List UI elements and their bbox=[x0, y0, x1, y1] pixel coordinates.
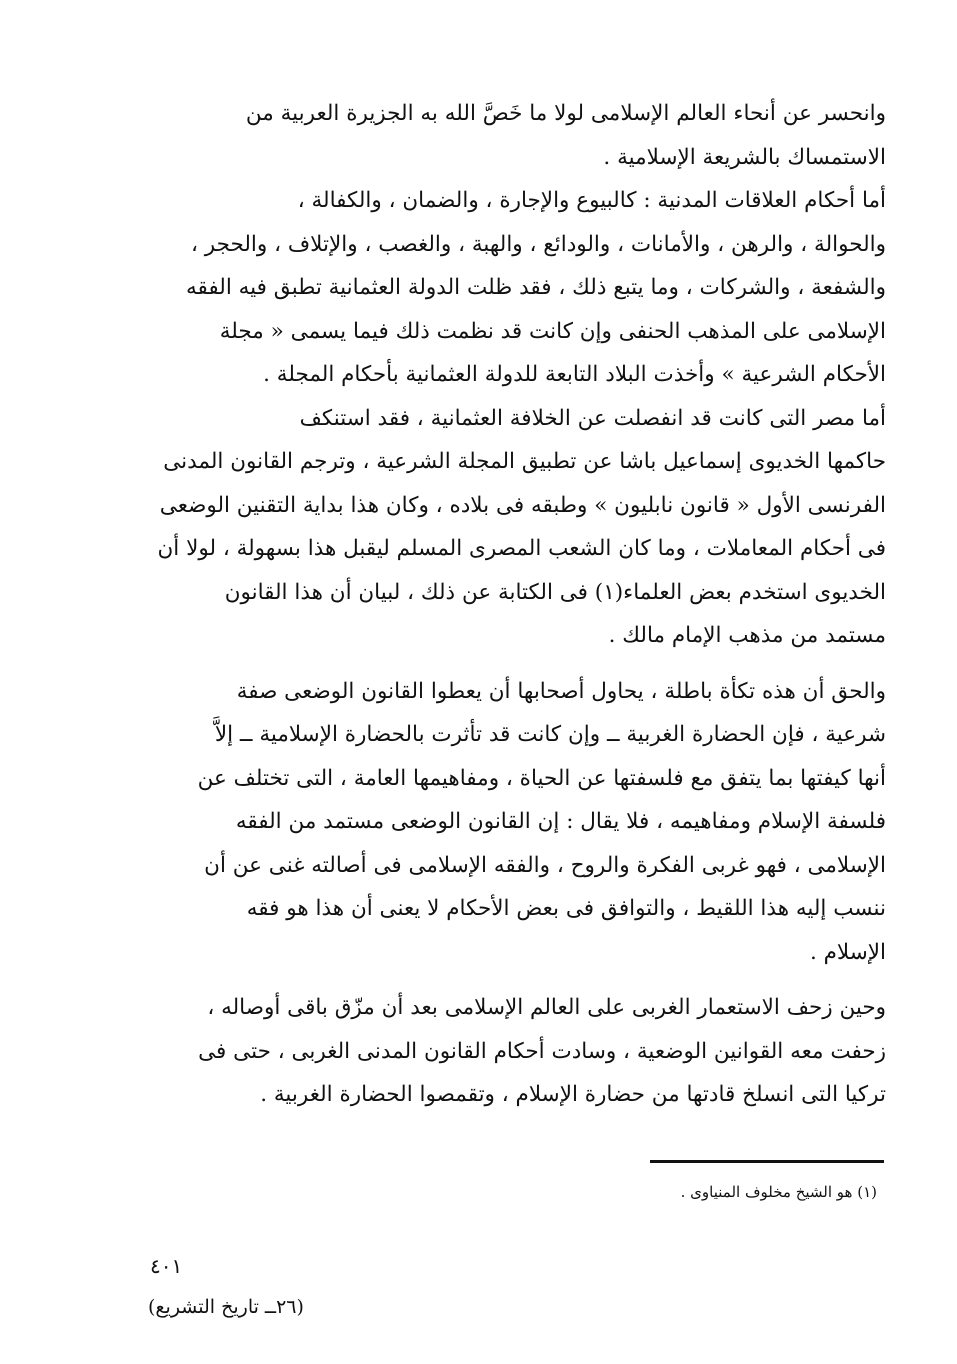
text-line: الأحكام الشرعية » وأخذت البلاد التابعة للدولة العثمانية بأحكام المجلة . bbox=[263, 362, 886, 387]
text-line: الإسلامى على المذهب الحنفى وإن كانت قد نظمت ذلك فيما يسمى « مجلة bbox=[219, 318, 886, 344]
paragraph bbox=[138, 397, 886, 658]
text-line: والشفعة ، والشركات ، وما يتبع ذلك ، فقد ظلت الدولة العثمانية تطبق فيه الفقه bbox=[186, 275, 886, 300]
text-line: الاستمساك بالشريعة الإسلامية . bbox=[603, 144, 886, 170]
text-line: ننسب إليه هذا اللقيط ، والتوافق فى بعض الأحكام لا يعنى أن هذا هو فقه bbox=[246, 896, 886, 921]
paragraph-spacer bbox=[138, 658, 886, 670]
text-line: والحق أن هذه تكأة باطلة ، يحاول أصحابها أن يعطوا القانون الوضعى صفة bbox=[236, 678, 886, 704]
paragraph bbox=[138, 670, 886, 975]
text-line: أما أحكام العلاقات المدنية : كالبيوع والإجارة ، والضمان ، والكفالة ، bbox=[297, 188, 886, 213]
paragraph bbox=[138, 92, 886, 179]
paragraph-spacer bbox=[138, 974, 886, 986]
text-line: الفرنسى الأول « قانون نابليون » وطبقه فى بلاده ، وكان هذا بداية التقنين الوضعى bbox=[159, 492, 886, 518]
text-line: فلسفة الإسلام ومفاهيمه ، فلا يقال : إن القانون الوضعى مستمد من الفقه bbox=[235, 809, 886, 834]
text-line: أما مصر التى كانت قد انفصلت عن الخلافة العثمانية ، فقد استنكف bbox=[299, 405, 886, 431]
text-line: مستمد من مذهب الإمام مالك . bbox=[608, 623, 886, 648]
footnote: (١) هو الشيخ مخلوف المنياوى . bbox=[680, 1183, 877, 1201]
text-line: الإسلامى ، فهو غربى الفكرة والروح ، والفقه الإسلامى فى أصالته غنى عن أن bbox=[204, 852, 886, 878]
text-line: الإسلام . bbox=[809, 939, 886, 965]
text-line: وحين زحف الاستعمار الغربى على العالم الإسلامى بعد أن مزّق باقى أوصاله ، bbox=[207, 995, 886, 1020]
text-line: وانحسر عن أنحاء العالم الإسلامى لولا ما خَصَّ الله به الجزيرة العربية من bbox=[245, 101, 886, 126]
signature-mark: (٢٦ــ تاريخ التشريع) bbox=[148, 1296, 304, 1318]
text-line: حاكمها الخديوى إسماعيل باشا عن تطبيق المجلة الشرعية ، وترجم القانون المدنى bbox=[163, 449, 886, 474]
text-line: زحفت معه القوانين الوضعية ، وسادت أحكام القانون المدنى الغربى ، حتى فى bbox=[198, 1038, 886, 1064]
text-line: أنها كيفتها بما يتفق مع فلسفتها عن الحياة ، ومفاهيمها العامة ، التى تختلف عن bbox=[197, 765, 886, 791]
footnote-separator bbox=[650, 1160, 884, 1163]
text-line: الخديوى استخدم بعض العلماء(١) فى الكتابة عن ذلك ، لبيان أن هذا القانون bbox=[224, 579, 886, 605]
page-number: ٤٠١ bbox=[150, 1254, 183, 1278]
text-line: فى أحكام المعاملات ، وما كان الشعب المصرى المسلم ليقبل هذا بسهولة ، لولا أن bbox=[157, 536, 886, 561]
body-text bbox=[138, 92, 886, 1117]
text-line: تركيا التى انسلخ قادتها من حضارة الإسلام ، وتقمصوا الحضارة الغربية . bbox=[260, 1082, 886, 1107]
paragraph bbox=[138, 986, 886, 1117]
text-line: والحوالة ، والرهن ، والأمانات ، والودائع ، والهبة ، والغصب ، والإتلاف ، والحجر ، bbox=[190, 231, 886, 257]
text-line: شرعية ، فإن الحضارة الغربية ــ وإن كانت قد تأثرت بالحضارة الإسلامية ــ إلاَّ bbox=[214, 722, 886, 747]
paragraph bbox=[138, 179, 886, 397]
